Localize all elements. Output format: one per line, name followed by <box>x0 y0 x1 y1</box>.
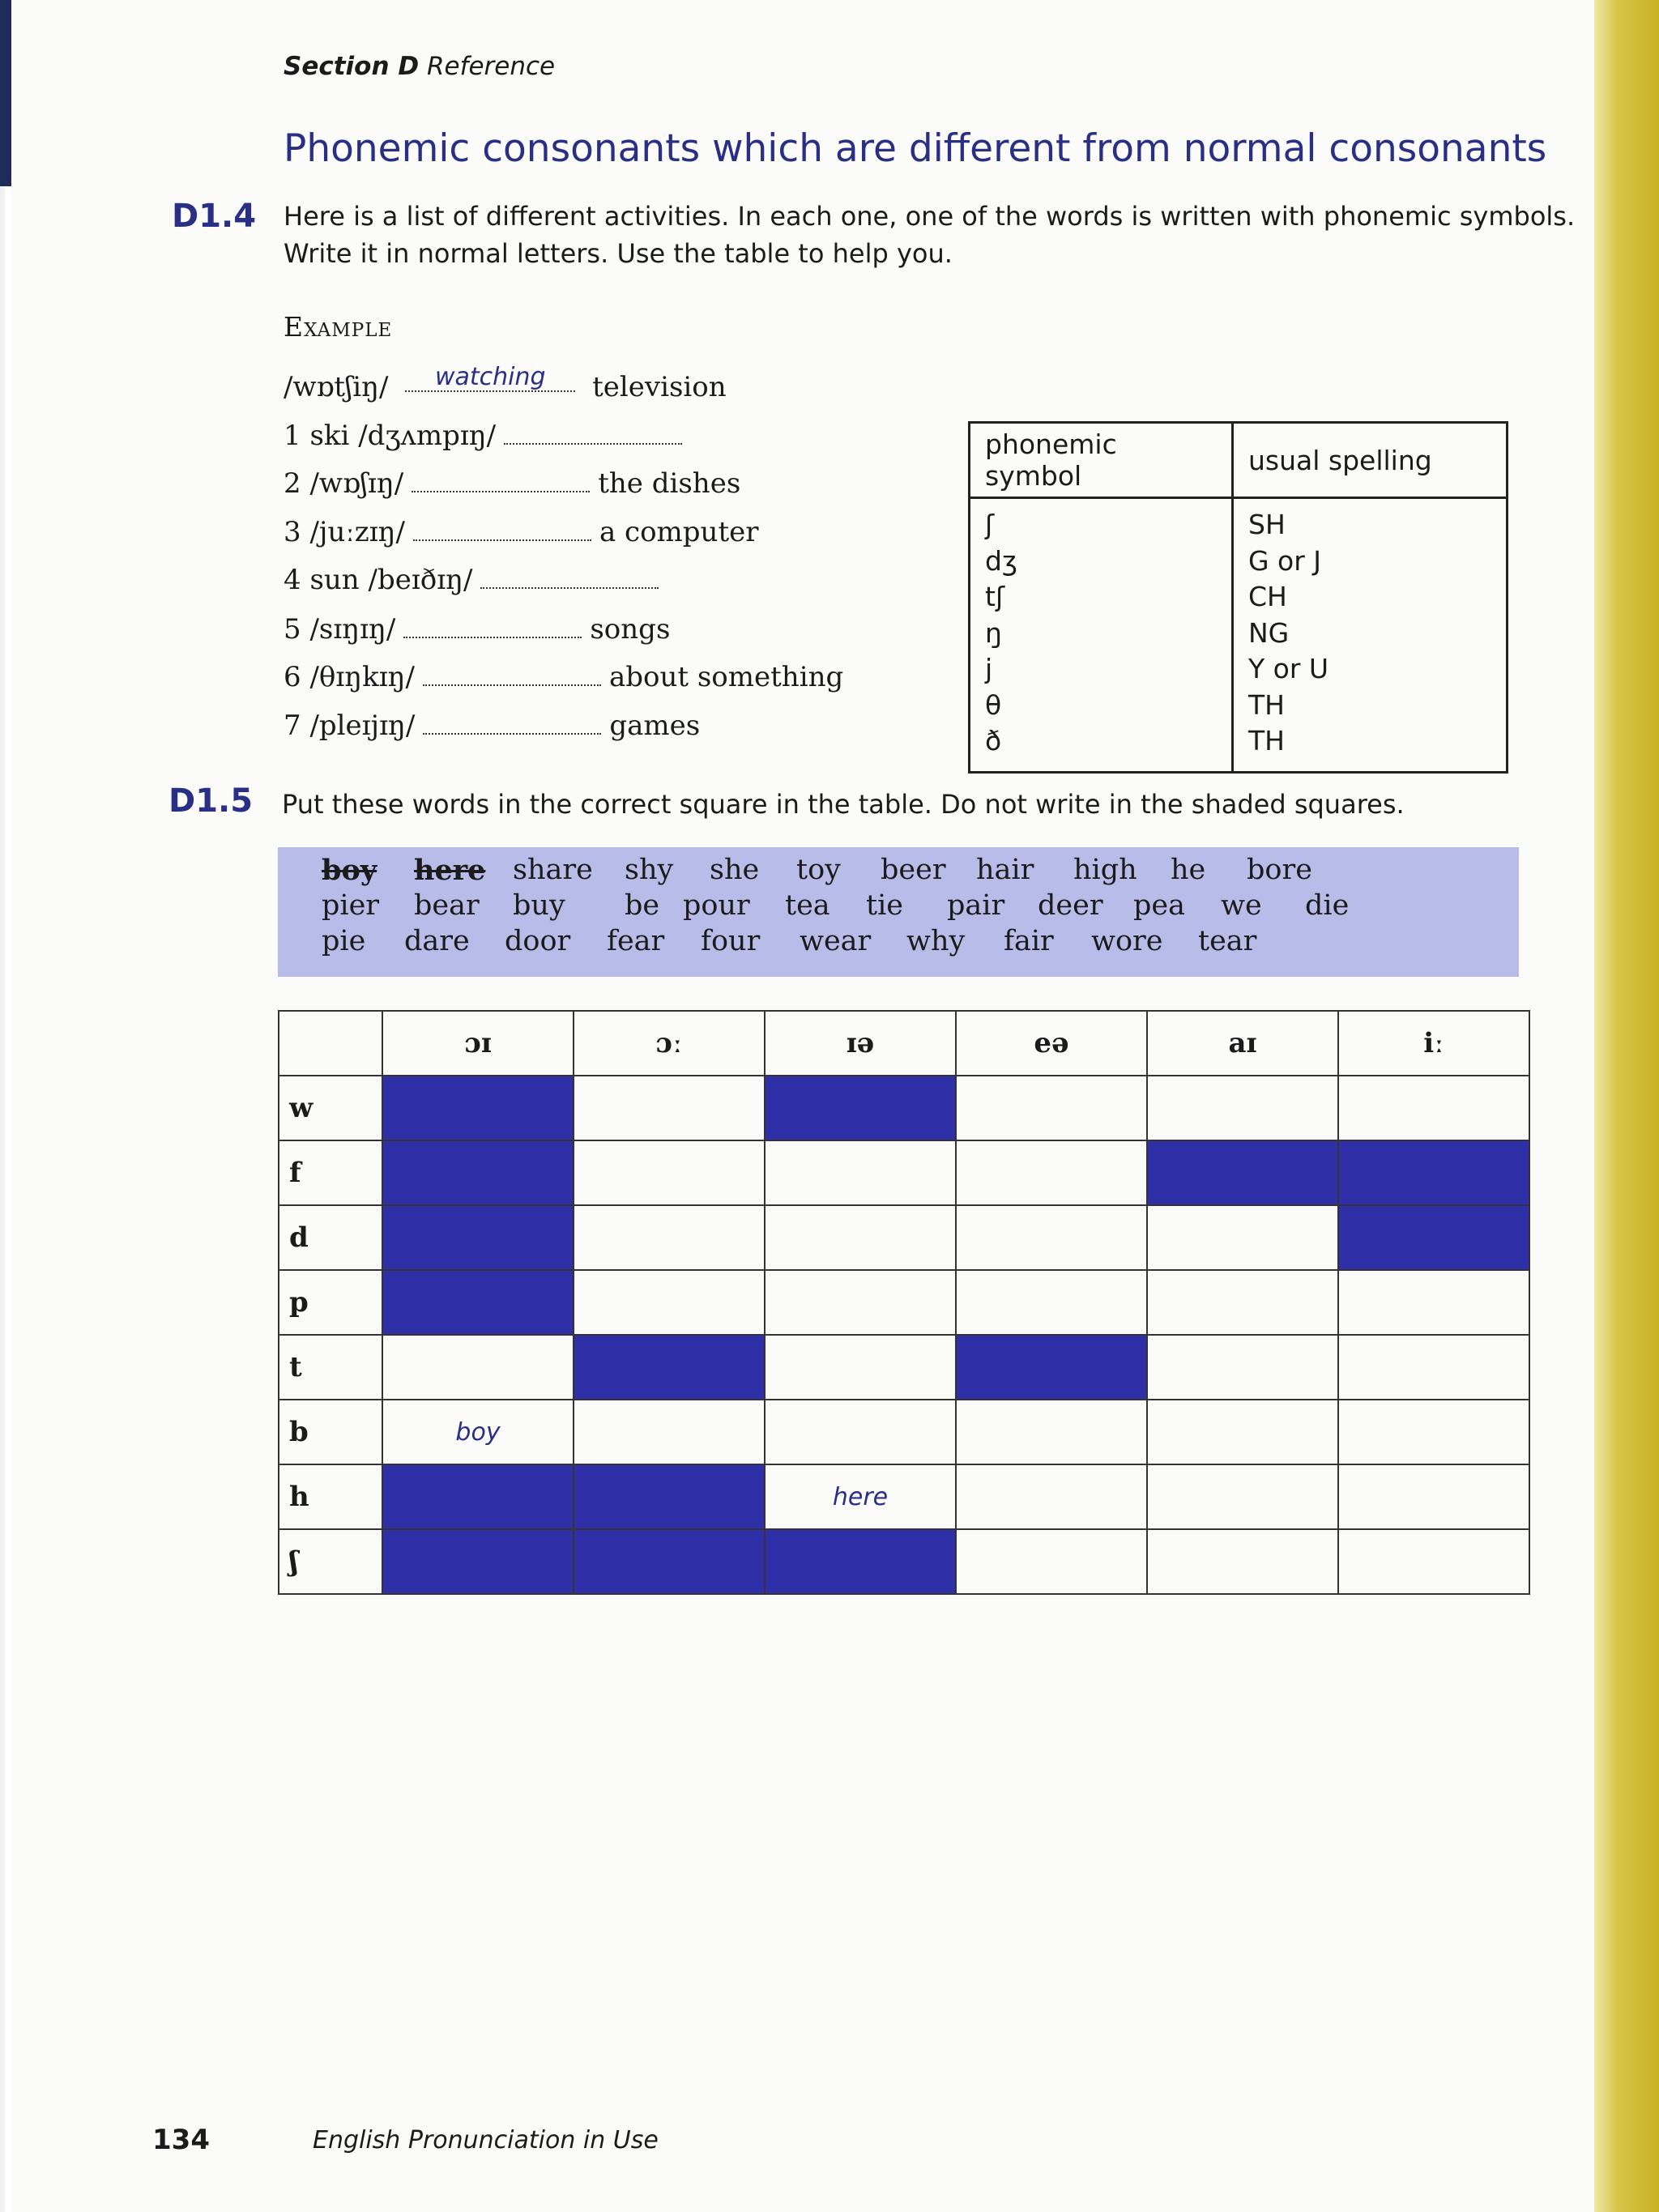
word-option[interactable]: wore <box>1091 925 1163 957</box>
grid-cell[interactable] <box>574 1400 765 1464</box>
grid-cell-shaded <box>382 1076 574 1140</box>
item-number: 1 <box>284 420 301 452</box>
item-number: 3 <box>284 516 301 548</box>
item-number: 6 <box>284 661 301 693</box>
grid-cell[interactable] <box>1147 1270 1338 1335</box>
grid-cell[interactable] <box>956 1205 1147 1270</box>
grid-cell[interactable] <box>956 1076 1147 1140</box>
word-option[interactable]: toy <box>796 854 841 886</box>
grid-row-label: d <box>279 1205 382 1270</box>
d14-item <box>284 710 700 742</box>
grid-cell[interactable] <box>1147 1335 1338 1400</box>
grid-row-label: ʃ <box>279 1529 382 1594</box>
item-after: about something <box>608 661 844 693</box>
item-after: songs <box>590 613 671 646</box>
usual-spelling: NG <box>1248 616 1290 649</box>
grid-cell[interactable] <box>382 1400 574 1464</box>
usual-spelling: G or J <box>1248 544 1322 577</box>
grid-cell-shaded <box>765 1076 956 1140</box>
item-before: sun <box>309 564 360 596</box>
grid-cell-shaded <box>382 1270 574 1335</box>
phonemic-symbols-cell <box>970 498 1233 773</box>
grid-cell-shaded <box>1338 1140 1529 1205</box>
word-row <box>278 925 1519 961</box>
book-title: English Pronunciation in Use <box>313 2126 659 2154</box>
grid-cell[interactable] <box>765 1140 956 1205</box>
grid-cell[interactable] <box>574 1270 765 1335</box>
word-option[interactable]: she <box>710 854 760 886</box>
usual-spelling: TH <box>1248 688 1285 721</box>
d14-instruction-line1: Here is a list of different activities. In each one, one of the words is written with phonemic symbols. <box>284 201 1576 232</box>
item-after: a computer <box>599 516 759 548</box>
section-sub-label: Reference <box>426 52 556 81</box>
d14-item <box>284 516 758 548</box>
d14-item <box>284 613 670 646</box>
phonemic-symbol: ð <box>985 725 1002 757</box>
grid-cell[interactable] <box>765 1335 956 1400</box>
grid-cell[interactable] <box>574 1076 765 1140</box>
word-option[interactable]: tie <box>866 889 903 922</box>
grid-cell-shaded <box>574 1529 765 1594</box>
vowel-grid <box>278 1010 1530 1595</box>
grid-column-header: aɪ <box>1147 1011 1338 1076</box>
answer-blank[interactable] <box>504 424 682 445</box>
grid-row-label: w <box>279 1076 382 1140</box>
section-header <box>284 52 555 81</box>
grid-cell[interactable] <box>382 1335 574 1400</box>
word-option[interactable]: four <box>701 925 761 957</box>
grid-cell-shaded <box>1147 1140 1338 1205</box>
grid-cell[interactable] <box>574 1140 765 1205</box>
grid-column-header: eə <box>956 1011 1147 1076</box>
usual-spelling: CH <box>1248 581 1287 612</box>
word-option[interactable]: door <box>505 925 571 957</box>
grid-answer: here <box>832 1482 889 1511</box>
word-option[interactable]: fair <box>1004 925 1054 957</box>
word-option[interactable]: pour <box>683 889 750 922</box>
grid-cell[interactable] <box>574 1205 765 1270</box>
word-option[interactable]: beer <box>881 854 946 886</box>
example-item <box>284 363 727 403</box>
grid-cell[interactable] <box>956 1529 1147 1594</box>
grid-cell-shaded <box>382 1140 574 1205</box>
answer-blank[interactable] <box>423 665 601 686</box>
word-option[interactable]: bear <box>414 889 480 922</box>
grid-column-header: ɪə <box>765 1011 956 1076</box>
page-edge-right <box>1594 0 1659 2212</box>
word-option[interactable]: tear <box>1198 925 1257 957</box>
grid-cell[interactable] <box>1338 1400 1529 1464</box>
item-before: ski <box>309 420 350 452</box>
grid-cell[interactable] <box>765 1270 956 1335</box>
word-option[interactable]: why <box>906 925 966 957</box>
item-phonemic: /beɪðɪŋ/ <box>368 564 473 596</box>
grid-cell-shaded <box>382 1464 574 1529</box>
grid-cell[interactable] <box>1338 1335 1529 1400</box>
word-option[interactable]: shy <box>625 854 674 886</box>
grid-cell[interactable] <box>1147 1205 1338 1270</box>
d14-item <box>284 661 843 693</box>
section-label: Section D <box>284 52 420 81</box>
word-option[interactable]: hair <box>976 854 1034 886</box>
d14-item <box>284 467 740 500</box>
phonemic-symbol: dʒ <box>985 544 1018 577</box>
item-phonemic: /pleɪjɪŋ/ <box>309 710 416 742</box>
page-edge-left-light <box>0 186 5 2212</box>
page-title: Phonemic consonants which are different from normal consonants <box>284 126 1547 171</box>
answer-blank[interactable] <box>413 520 591 541</box>
word-option[interactable]: we <box>1221 889 1262 922</box>
grid-row-label: t <box>279 1335 382 1400</box>
item-number: 5 <box>284 613 301 646</box>
example-answer-line <box>405 363 575 392</box>
exercise-number-d14: D1.4 <box>172 198 257 235</box>
word-option[interactable]: he <box>1171 854 1206 886</box>
item-phonemic: /sɪŋɪŋ/ <box>309 613 396 646</box>
grid-cell-shaded <box>382 1529 574 1594</box>
grid-cell[interactable] <box>765 1464 956 1529</box>
word-option[interactable]: fear <box>607 925 665 957</box>
answer-blank[interactable] <box>412 471 590 492</box>
answer-blank[interactable] <box>423 714 601 735</box>
grid-cell[interactable] <box>1147 1076 1338 1140</box>
word-option[interactable]: share <box>513 854 593 886</box>
grid-cell[interactable] <box>956 1400 1147 1464</box>
word-option[interactable]: be <box>625 889 660 922</box>
word-option[interactable]: here <box>414 854 486 887</box>
item-phonemic: /θɪŋkɪŋ/ <box>309 661 415 693</box>
example-phonemic: /wɒtʃiŋ/ <box>284 371 389 403</box>
grid-cell[interactable] <box>1338 1529 1529 1594</box>
phonemic-table-header-symbol: phonemic symbol <box>970 423 1233 498</box>
example-after: television <box>592 371 727 403</box>
usual-spelling: SH <box>1248 509 1286 540</box>
answer-blank[interactable] <box>480 568 659 589</box>
word-row <box>278 889 1519 925</box>
usual-spelling: Y or U <box>1248 653 1329 684</box>
word-box <box>278 847 1519 977</box>
word-option[interactable]: tea <box>785 889 830 922</box>
grid-cell[interactable] <box>1338 1076 1529 1140</box>
item-phonemic: /juːzɪŋ/ <box>309 516 405 548</box>
example-label: Example <box>284 311 393 343</box>
phonemic-table-header-spelling: usual spelling <box>1233 423 1508 498</box>
grid-column-header: ɔː <box>574 1011 765 1076</box>
grid-cell[interactable] <box>1147 1400 1338 1464</box>
grid-row-label: p <box>279 1270 382 1335</box>
word-option[interactable]: pair <box>947 889 1005 922</box>
d14-item <box>284 420 690 452</box>
grid-cell-shaded <box>956 1335 1147 1400</box>
grid-cell[interactable] <box>956 1270 1147 1335</box>
item-after: the dishes <box>598 467 741 500</box>
grid-cell-shaded <box>574 1464 765 1529</box>
phonemic-symbol: j <box>985 653 993 684</box>
word-option[interactable]: die <box>1305 889 1350 922</box>
word-option[interactable]: deer <box>1038 889 1103 922</box>
grid-row-label: h <box>279 1464 382 1529</box>
item-phonemic: /wɒʃɪŋ/ <box>309 467 404 500</box>
usual-spellings-cell <box>1233 498 1508 773</box>
word-option[interactable]: buy <box>513 889 565 922</box>
word-option[interactable]: pier <box>322 889 380 922</box>
grid-column-header: iː <box>1338 1011 1529 1076</box>
phonemic-symbol: ŋ <box>985 616 1002 649</box>
grid-cell[interactable] <box>1338 1464 1529 1529</box>
page-number: 134 <box>152 2124 210 2156</box>
example-answer: watching <box>434 363 546 391</box>
word-option[interactable]: pie <box>322 925 366 957</box>
item-number: 2 <box>284 467 301 500</box>
word-option[interactable]: wear <box>800 925 872 957</box>
d14-instruction-line2: Write it in normal letters. Use the table to help you. <box>284 238 953 269</box>
item-after: games <box>609 710 701 742</box>
word-option[interactable]: boy <box>322 854 377 887</box>
grid-cell[interactable] <box>1147 1464 1338 1529</box>
phonemic-symbol: ʃ <box>985 509 995 540</box>
word-option[interactable]: bore <box>1247 854 1312 886</box>
grid-answer: boy <box>455 1417 501 1447</box>
grid-cell[interactable] <box>765 1400 956 1464</box>
word-option[interactable]: dare <box>404 925 470 957</box>
page-edge-left <box>0 0 11 186</box>
answer-blank[interactable] <box>403 617 582 638</box>
grid-row-label: f <box>279 1140 382 1205</box>
grid-corner-cell <box>279 1011 382 1076</box>
word-option[interactable]: pea <box>1133 889 1185 922</box>
d14-instructions <box>284 198 1575 272</box>
grid-cell[interactable] <box>765 1205 956 1270</box>
phonemic-symbol: tʃ <box>985 581 1005 612</box>
phonemic-table <box>968 421 1508 774</box>
grid-cell-shaded <box>382 1205 574 1270</box>
phonemic-symbol: θ <box>985 688 1002 721</box>
exercise-number-d15: D1.5 <box>168 782 254 820</box>
grid-cell-shaded <box>765 1529 956 1594</box>
grid-cell[interactable] <box>1147 1529 1338 1594</box>
word-option[interactable]: high <box>1073 854 1137 886</box>
usual-spelling: TH <box>1248 725 1285 757</box>
grid-cell-shaded <box>1338 1205 1529 1270</box>
d14-item <box>284 564 667 596</box>
grid-cell[interactable] <box>956 1140 1147 1205</box>
item-number: 7 <box>284 710 301 742</box>
d15-instructions: Put these words in the correct square in the table. Do not write in the shaded squares. <box>282 789 1405 820</box>
grid-cell[interactable] <box>1338 1270 1529 1335</box>
grid-cell-shaded <box>574 1335 765 1400</box>
item-number: 4 <box>284 564 301 596</box>
grid-column-header: ɔɪ <box>382 1011 574 1076</box>
grid-row-label: b <box>279 1400 382 1464</box>
grid-cell[interactable] <box>956 1464 1147 1529</box>
word-row <box>278 854 1519 889</box>
item-phonemic: /dʒʌmpɪŋ/ <box>358 420 497 452</box>
